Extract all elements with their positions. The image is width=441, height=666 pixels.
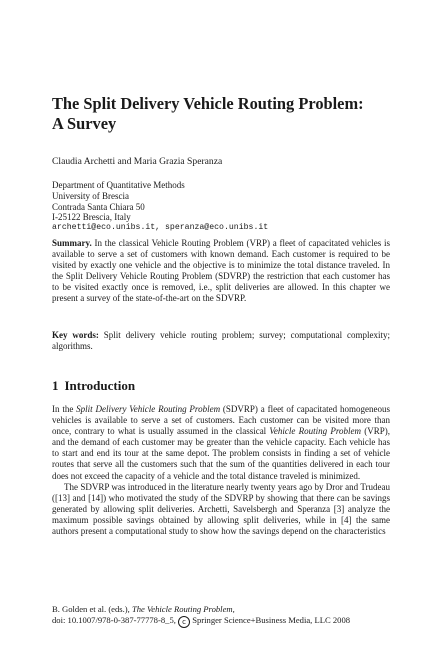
- section-heading-introduction: [52, 378, 392, 394]
- intro-p1-text-c: (VRP), and the demand of each customer may be greater than the vehicle capacity. Each vehicle has to start and end its tour at the same depot. The problem consists in finding a set of vehicle routes that serve all the customers such that the sum of the quantities delivered in each tour does not exceed the capacity of a vehicle and the total distance traveled is minimized.: [52, 426, 390, 481]
- keywords-label: Key words:: [52, 330, 99, 340]
- intro-p1-text-a: In the: [52, 404, 77, 414]
- summary-label: Summary.: [52, 238, 92, 248]
- paper-title: [52, 94, 392, 134]
- copyright-icon: c: [178, 616, 190, 628]
- footer-doi: doi: 10.1007/978-0-387-77778-8_5,: [52, 615, 179, 625]
- footer-line-1: [52, 604, 392, 615]
- keywords-text: Split delivery vehicle routing problem; survey; computational complexity; algorithms.: [52, 330, 390, 351]
- intro-p1-emphasis-sdvrp: Split Delivery Vehicle Routing Problem: [76, 404, 221, 414]
- section-title: Introduction: [64, 378, 136, 393]
- footer-book-title: The Vehicle Routing Problem,: [131, 604, 235, 614]
- summary-text: In the classical Vehicle Routing Problem (VRP) a fleet of capacitated vehicles is available to serve a set of customers with known demand. Each customer is required to be visited by exactly one vehicle and the objective is to minimize the total distance traveled. In the Split Delivery Vehicle Routing Problem (SDVRP) the restriction that each customer has to be visited exactly once is removed, i.e., split deliveries are allowed. In this chapter we present a survey of the state-of-the-art on the SDVRP.: [52, 238, 391, 303]
- intro-paragraph-1: [52, 404, 390, 482]
- author-list: Claudia Archetti and Maria Grazia Speranza: [52, 156, 223, 167]
- footer-line-2: [52, 615, 392, 628]
- summary-paragraph: [52, 238, 390, 304]
- intro-paragraph-2: The SDVRP was introduced in the literature nearly twenty years ago by Dror and Trudeau ([13] and [14]) who motivated the study of the SDVRP by showing that there can be savings generated by allowing split deliveries. Archetti, Savelsbergh and Speranza [3] analyze the maximum possible savings obtained by allowing split deliveries, while in [4] the same authors present a computational study to show how the savings depend on the characteristics: [52, 481, 390, 537]
- keywords-paragraph: [52, 330, 390, 352]
- section-number: 1: [52, 378, 59, 393]
- affiliation-street: Contrada Santa Chiara 50: [52, 201, 145, 212]
- affiliation-block: [52, 180, 392, 234]
- affiliation-department: Department of Quantitative Methods: [52, 180, 185, 190]
- title-line-2: A Survey: [52, 114, 117, 133]
- footer-editors: B. Golden et al. (eds.),: [52, 604, 132, 614]
- affiliation-university: University of Brescia: [52, 190, 129, 201]
- title-line-1: The Split Delivery Vehicle Routing Problem:: [52, 94, 364, 113]
- intro-p1-emphasis-vrp: Vehicle Routing Problem: [269, 426, 361, 437]
- author-emails: archetti@eco.unibs.it, speranza@eco.unibs.it: [52, 223, 269, 233]
- introduction-body: [52, 404, 390, 537]
- citation-footer: [52, 604, 392, 628]
- intro-p1-text-b: (SDVRP) a fleet of capacitated homogeneous vehicles is available to serve a set of customers. Each customer can be visited more than once, contrary to what is usually assumed in the classical: [52, 404, 390, 437]
- affiliation-city: I-25122 Brescia, Italy: [52, 212, 131, 223]
- footer-publisher: Springer Science+Business Media, LLC 2008: [190, 615, 351, 625]
